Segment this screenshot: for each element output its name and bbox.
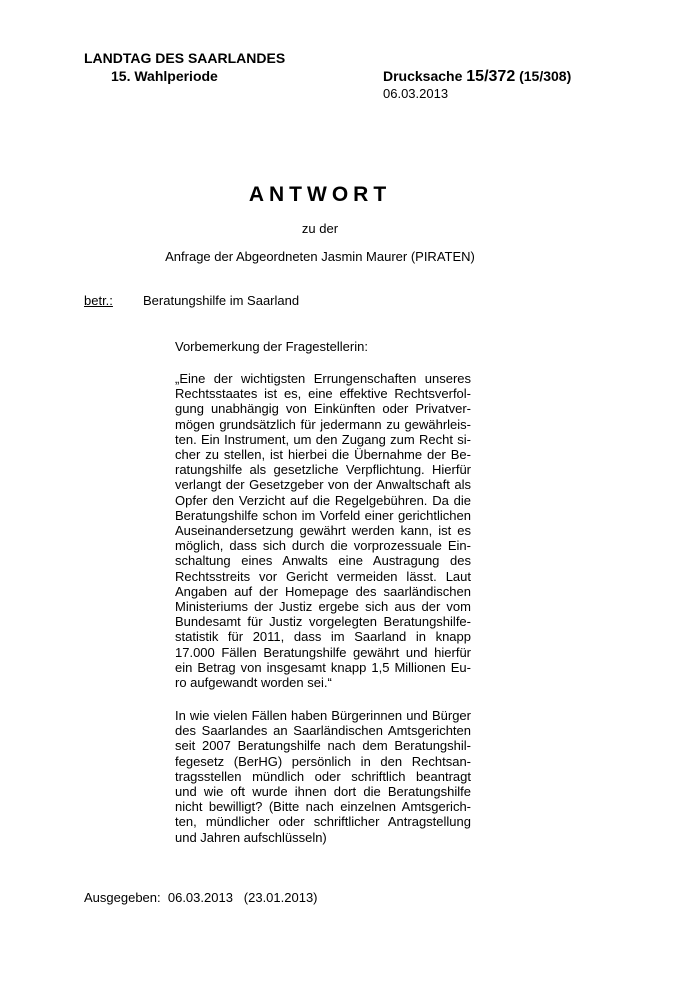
text-line: Auseinandersetzung gewährt werden kann, ist es bbox=[175, 523, 471, 539]
text-line: statistik für 2011, dass im Saarland in knapp bbox=[175, 629, 471, 645]
text-line: ein Betrag von insgesamt knapp 1,5 Millionen Eu- bbox=[175, 659, 471, 675]
issued-line bbox=[84, 890, 318, 905]
quote-paragraph bbox=[175, 371, 471, 690]
document-title: ANTWORT bbox=[248, 183, 392, 206]
text-line: und Jahren aufschlüsseln) bbox=[175, 829, 327, 845]
document-number bbox=[383, 68, 571, 86]
text-line: ratungshilfe als gesetzliche Verpflichtung. Hierfür bbox=[175, 462, 471, 478]
drucksache-number: 15/372 bbox=[466, 68, 516, 85]
text-line: tragsstellen mündlich oder schriftlich beantragt bbox=[175, 768, 471, 784]
text-line: des Saarlandes an Saarländischen Amtsgerichten bbox=[175, 723, 471, 739]
drucksache-label: Drucksache bbox=[383, 68, 463, 84]
text-line: ten, mündlicher oder schriftlicher Antragstellung bbox=[175, 814, 471, 830]
text-line: Rechtsstreits vor Gericht vermeiden lässt. Laut bbox=[175, 568, 471, 584]
parliament-name: LANDTAG DES SAARLANDES bbox=[84, 50, 286, 66]
text-line: ten. Ein Instrument, um den Zugang zum Recht si- bbox=[175, 431, 471, 447]
legislative-period: 15. Wahlperiode bbox=[111, 68, 218, 84]
text-line: cher zu stellen, ist hierbei die Übernahme der Be- bbox=[175, 447, 471, 463]
drucksache-reference: (15/308) bbox=[519, 68, 572, 84]
text-line: In wie vielen Fällen haben Bürgerinnen und Bürger bbox=[175, 708, 471, 723]
issued-date: 06.03.2013 bbox=[167, 890, 233, 905]
text-line: möglich, dass sich durch die vorprozessuale Ein- bbox=[175, 538, 471, 554]
text-line: schaltung eines Anwalts eine Austragung des bbox=[175, 553, 471, 569]
question-paragraph bbox=[175, 708, 471, 845]
issued-reference: (23.01.2013) bbox=[243, 890, 318, 905]
document-subtitle: zu der bbox=[301, 221, 339, 236]
text-line: Opfer den Verzicht auf die Regelgebühren. Da die bbox=[175, 492, 471, 508]
preliminary-remark-label: Vorbemerkung der Fragestellerin: bbox=[175, 339, 368, 354]
text-line: 17.000 Fällen Beratungshilfe gewährt und hierfür bbox=[175, 644, 471, 660]
subject-text: Beratungshilfe im Saarland bbox=[143, 293, 300, 308]
issued-label: Ausgegeben: bbox=[84, 890, 161, 905]
text-line: Angaben auf der Homepage des saarländischen bbox=[175, 583, 471, 599]
text-line: seit 2007 Beratungshilfe nach dem Beratungshil- bbox=[175, 738, 471, 754]
text-line: mögen grundsätzlich für jedermann zu gewährleis- bbox=[175, 416, 471, 432]
document-date: 06.03.2013 bbox=[383, 86, 449, 101]
subject-label: betr.: bbox=[84, 293, 113, 308]
inquiry-line: Anfrage der Abgeordneten Jasmin Maurer (PIRATEN) bbox=[165, 249, 475, 264]
text-line: ro aufgewandt worden sei.“ bbox=[175, 675, 332, 691]
text-line: gung unabhängig von Einkünften oder Privatver- bbox=[175, 401, 471, 417]
text-line: Bundesamt für Justiz vorgelegten Beratungshilfe- bbox=[175, 614, 471, 630]
text-line: Rechtsstaates ist es, eine effektive Rechtsverfol- bbox=[175, 386, 471, 402]
text-line: Beratungshilfe schon im Vorfeld einer gerichtlichen bbox=[175, 507, 471, 523]
text-line: Ministeriums der Justiz ergebe sich aus der vom bbox=[175, 599, 471, 615]
text-line: fegesetz (BerHG) persönlich in den Rechtsan- bbox=[175, 753, 471, 769]
text-line: „Eine der wichtigsten Errungenschaften unseres bbox=[175, 371, 471, 386]
text-line: verlangt der Gesetzgeber von der Anwaltschaft als bbox=[175, 477, 471, 493]
text-line: und wie oft wurde ihnen dort die Beratungshilfe bbox=[175, 784, 471, 800]
text-line: nicht bewilligt? (Bitte nach einzelnen Amtsgerich- bbox=[175, 799, 471, 815]
